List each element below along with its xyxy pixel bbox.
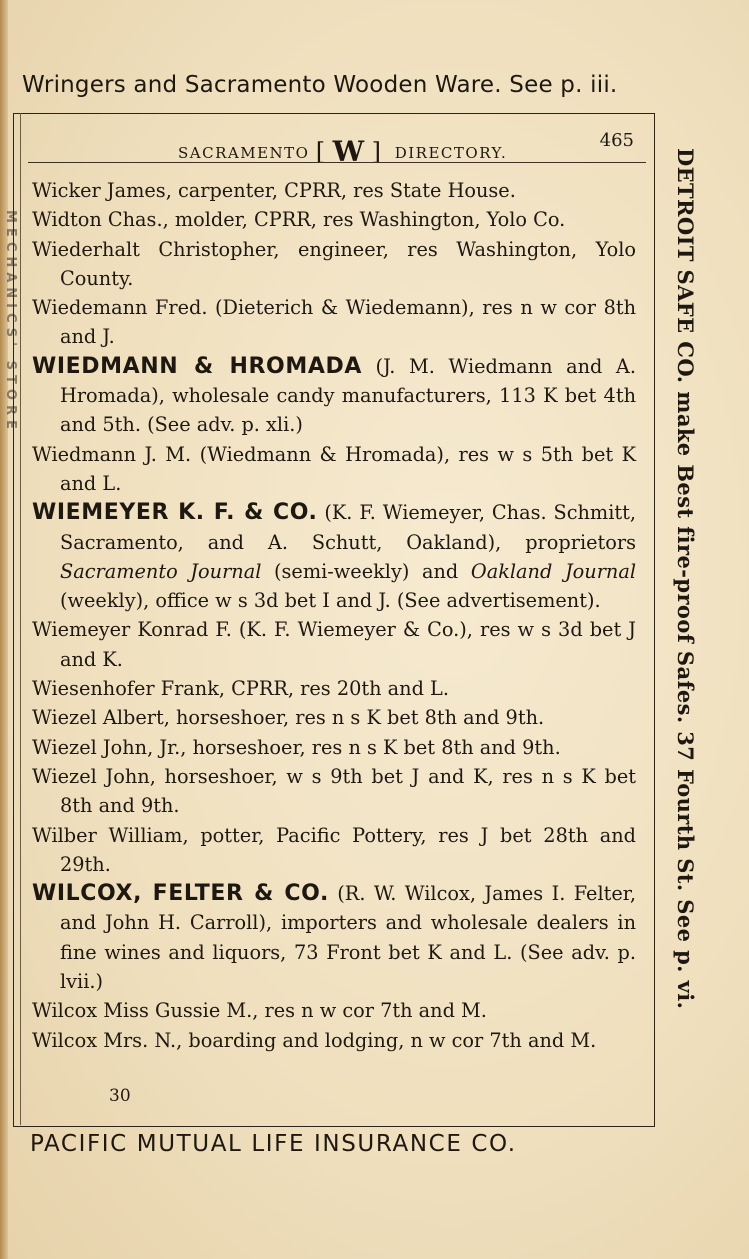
- entry-name: Wilcox Miss Gussie M.,: [32, 999, 259, 1023]
- entry-name: Wiederhalt Christopher,: [32, 237, 280, 261]
- signature-mark: 30: [109, 1086, 131, 1106]
- directory-entries: [32, 176, 636, 1055]
- running-head-title: [178, 132, 508, 168]
- directory-entry: [32, 821, 636, 880]
- directory-entry: [32, 674, 636, 703]
- directory-entry-firm: [32, 498, 636, 615]
- entry-text: (Wiedmann & Hromada), res w s 5th bet K and L.: [60, 442, 636, 495]
- entry-text: molder, CPRR, res Washington, Yolo Co.: [168, 208, 566, 232]
- entry-text: (K. F. Wiemeyer, Chas. Schmitt, Sacramento, and A. Schutt, Oakland), proprietors: [60, 501, 636, 554]
- entry-text: (weekly), office w s 3d bet I and J. (See advertisement).: [60, 589, 601, 613]
- bottom-advertisement: PACIFIC MUTUAL LIFE INSURANCE CO.: [30, 1131, 517, 1157]
- directory-entry: [32, 703, 636, 732]
- entry-name: Widton Chas.,: [32, 208, 169, 232]
- entry-text: boarding and lodging, n w cor 7th and M.: [182, 1028, 597, 1052]
- entry-name: Wiedmann J. M.: [32, 442, 192, 466]
- directory-entry: [32, 615, 636, 674]
- section-letter: W: [332, 135, 366, 168]
- directory-entry: [32, 235, 636, 294]
- directory-entry: [32, 1026, 636, 1055]
- entry-text: horseshoer, res n s K bet 8th and 9th.: [169, 706, 545, 730]
- entry-text: (K. F. Wiemeyer & Co.), res w s 3d bet J and K.: [60, 618, 637, 671]
- entry-name: Wiezel Albert,: [32, 706, 170, 730]
- head-rule: [28, 162, 646, 163]
- directory-entry: [32, 293, 636, 352]
- directory-entry-firm: [32, 352, 636, 440]
- page-number: 465: [599, 130, 634, 151]
- entry-name: Wiesenhofer Frank,: [32, 677, 226, 701]
- entry-text: (J. M. Wiedmann and A. Hromada), wholesale candy manufacturers, 113 K bet 4th and 5th. (See adv. p. xli.): [60, 354, 636, 437]
- entry-name: Wiezel John,: [32, 764, 156, 788]
- running-head-city: SACRAMENTO: [178, 144, 310, 162]
- entry-name: Wicker James,: [32, 179, 172, 202]
- right-margin-advertisement: DETROIT SAFE CO. make Best fire-proof Safes. 37 Fourth St. See p. vi.: [673, 148, 698, 1010]
- running-head-directory: DIRECTORY.: [394, 144, 508, 162]
- entry-name: Wilber William,: [32, 823, 189, 847]
- directory-entry: [32, 176, 636, 205]
- running-head: [30, 128, 640, 168]
- directory-entry: [32, 440, 636, 499]
- entry-text: res n w cor 7th and M.: [258, 999, 487, 1023]
- entry-text: horseshoer, res n s K bet 8th and 9th.: [186, 735, 561, 759]
- entry-name: Wiemeyer Konrad F.: [32, 618, 232, 642]
- directory-entry: [32, 205, 636, 234]
- entry-text: carpenter, CPRR, res State House.: [171, 179, 516, 202]
- entry-text: (semi-weekly) and: [261, 559, 471, 583]
- firm-name: WILCOX, FELTER & CO.: [32, 881, 329, 907]
- directory-entry: [32, 996, 636, 1025]
- entry-text: (R. W. Wilcox, James I. Felter, and John H. Carroll), importers and wholesale dealers in fine wines and liquors, 73 Front bet K and L. (See adv. p. lvii.): [60, 882, 636, 994]
- top-advertisement: Wringers and Sacramento Wooden Ware. See p. iii.: [22, 72, 618, 98]
- directory-entry-firm: [32, 879, 636, 996]
- entry-text: CPRR, res 20th and L.: [225, 677, 449, 701]
- firm-name: WIEDMANN & HROMADA: [32, 353, 362, 379]
- directory-entry: [32, 762, 636, 821]
- entry-text: potter, Pacific Pottery, res J bet 28th and 29th.: [60, 823, 637, 876]
- journal-title: Sacramento Journal: [60, 559, 262, 583]
- close-bracket: ]: [371, 138, 383, 166]
- entry-name: Wiedemann Fred.: [32, 296, 208, 320]
- entry-text: engineer, res Washington, Yolo County.: [60, 237, 637, 290]
- entry-text: horseshoer, w s 9th bet J and K, res n s K bet 8th and 9th.: [60, 764, 636, 818]
- firm-name: WIEMEYER K. F. & CO.: [32, 500, 318, 526]
- entry-text: (Dieterich & Wiedemann), res n w cor 8th and J.: [60, 296, 637, 349]
- frame-inner-rule: [20, 113, 21, 1125]
- open-bracket: [: [315, 138, 327, 166]
- left-margin-ad: MECHANICS' STORE: [3, 210, 18, 434]
- journal-title: Oakland Journal: [470, 559, 636, 583]
- entry-name: Wilcox Mrs. N.,: [32, 1028, 183, 1052]
- entry-name: Wiezel John, Jr.,: [32, 735, 187, 759]
- directory-entry: [32, 733, 636, 762]
